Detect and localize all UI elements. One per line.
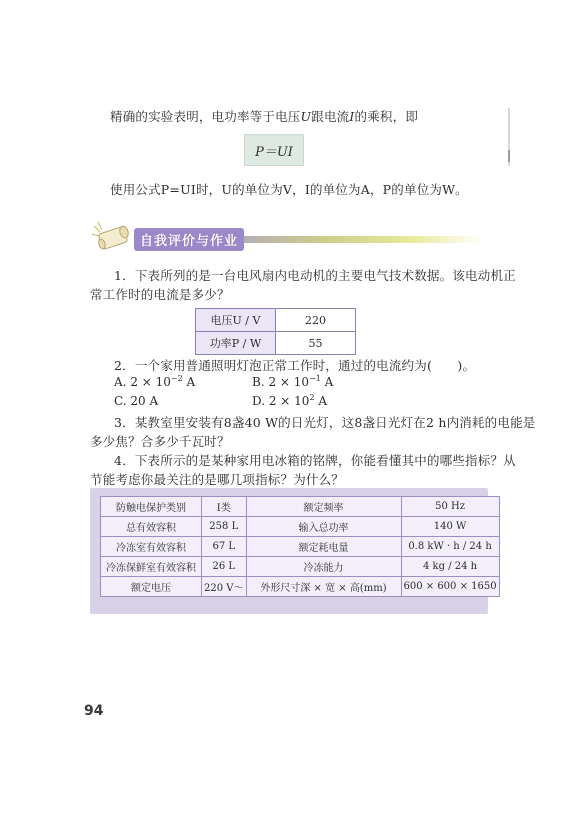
table-cell: 220 V～ — [202, 577, 247, 597]
table-row — [101, 577, 500, 597]
margin-tick — [508, 150, 510, 162]
table-cell: 50 Hz — [401, 497, 499, 517]
option-unit: A — [320, 375, 334, 389]
table-cell: 额定频率 — [246, 497, 401, 517]
table-cell: 258 L — [202, 517, 247, 537]
table-row — [101, 557, 500, 577]
q1-line-2: 常工作时的电流是多少？ — [90, 287, 230, 302]
table-cell: 26 L — [202, 557, 247, 577]
option-base: 2 × 10 — [268, 375, 310, 389]
table-cell: 67 L — [202, 537, 247, 557]
table-cell: 外形尺寸深 × 宽 × 高(mm) — [246, 577, 401, 597]
intro-text-c: 的乘积，即 — [354, 109, 419, 124]
table-cell: 额定耗电量 — [246, 537, 401, 557]
table-cell: 4 kg / 24 h — [401, 557, 499, 577]
table-cell: 140 W — [401, 517, 499, 537]
option-unit: A — [314, 394, 328, 408]
table-row — [101, 537, 500, 557]
q1-table-label: 电压U / V — [196, 309, 276, 332]
table-row — [101, 517, 500, 537]
q3-line-2: 多少焦？合多少千瓦时？ — [90, 434, 230, 449]
table-cell: 输入总功率 — [246, 517, 401, 537]
q2-option-a — [114, 375, 195, 389]
section-title: 自我评价与作业 — [134, 228, 244, 251]
q1-table — [195, 308, 356, 355]
intro-text-b: 跟电流 — [311, 109, 350, 124]
table-row — [196, 332, 356, 355]
table-cell: Ⅰ类 — [202, 497, 247, 517]
option-base: 2 × 10 — [130, 375, 171, 389]
option-base: 20 A — [130, 394, 159, 408]
option-key: A. — [114, 375, 127, 389]
formula-box — [244, 134, 304, 166]
q4-line-1: 4．下表所示的是某种家用电冰箱的铭牌，你能看懂其中的哪些指标？从 — [114, 453, 516, 468]
q1-line-1: 1．下表所列的是一台电风扇内电动机的主要电气技术数据。该电动机正 — [114, 268, 516, 283]
q1-table-value: 55 — [276, 332, 356, 355]
option-base: 2 × 10 — [268, 394, 310, 408]
q4-line-2: 节能考虑你最关注的是哪几项指标？为什么？ — [90, 472, 345, 487]
option-exp: −2 — [170, 374, 183, 383]
formula-text: P＝UI — [255, 144, 293, 160]
q2-option-b — [252, 375, 333, 389]
table-row — [101, 497, 500, 517]
page-number: 94 — [84, 703, 104, 719]
q2-text: 2．一个家用普通照明灯泡正常工作时，通过的电流约为( )。 — [114, 358, 476, 373]
intro-symbol-u: U — [300, 109, 312, 124]
table-cell: 冷冻能力 — [246, 557, 401, 577]
option-exp: 2 — [309, 393, 315, 402]
q2-option-c — [114, 394, 158, 408]
q1-table-label: 功率P / W — [196, 332, 276, 355]
table-cell: 冷冻室有效容积 — [101, 537, 202, 557]
table-cell: 防触电保护类别 — [101, 497, 202, 517]
table-cell: 600 × 600 × 1650 — [401, 577, 499, 597]
option-key: B. — [252, 375, 265, 389]
table-row — [196, 309, 356, 332]
q3-line-1: 3．某教室里安装有8盏40 W的日光灯，这8盏日光灯在2 h内消耗的电能是 — [114, 415, 536, 430]
option-unit: A — [182, 375, 196, 389]
q4-table — [100, 496, 500, 597]
intro-symbol-i: I — [349, 109, 355, 124]
table-cell: 0.8 kW · h / 24 h — [401, 537, 499, 557]
option-exp: −1 — [309, 374, 321, 383]
intro-sentence-2: 使用公式P=UI时，U的单位为V，I的单位为A，P的单位为W。 — [110, 182, 468, 197]
table-cell: 总有效容积 — [101, 517, 202, 537]
q2-option-d — [252, 394, 327, 408]
intro-text-a: 精确的实验表明，电功率等于电压 — [110, 109, 301, 124]
q1-table-value: 220 — [276, 309, 356, 332]
option-key: D. — [252, 394, 266, 408]
table-cell: 冷冻保鲜室有效容积 — [101, 557, 202, 577]
scroll-icon — [90, 220, 134, 254]
option-key: C. — [114, 394, 127, 408]
intro-sentence-1 — [110, 107, 418, 126]
table-cell: 额定电压 — [101, 577, 202, 597]
